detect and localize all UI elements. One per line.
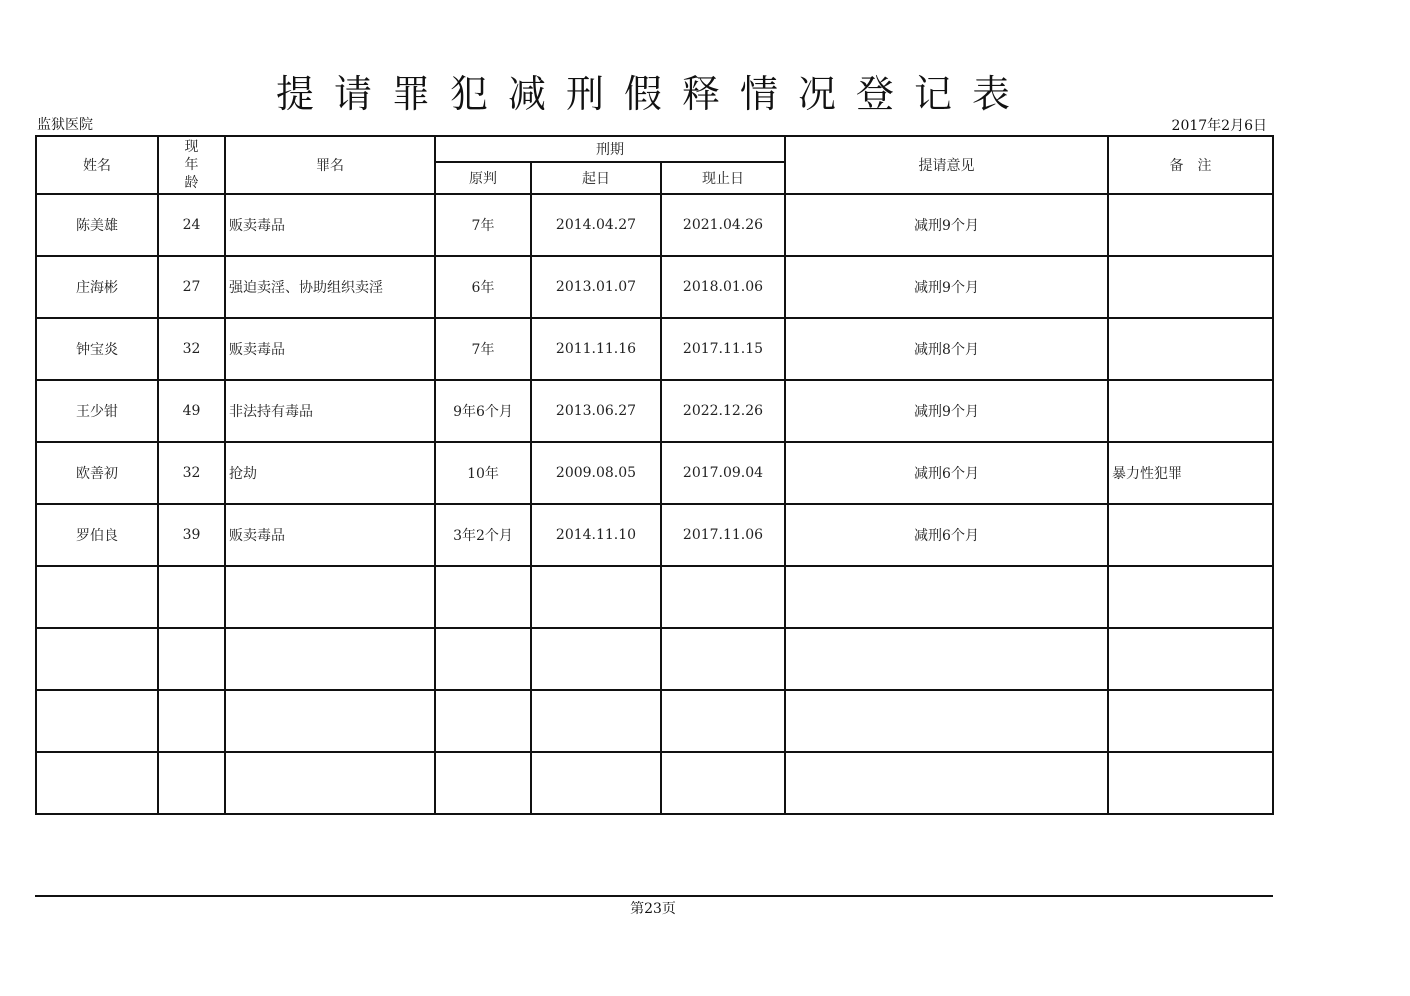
header-name: 姓名 xyxy=(36,136,158,194)
cell-start: 2011.11.16 xyxy=(531,318,661,380)
cell-name xyxy=(36,690,158,752)
cell-opinion: 减刑6个月 xyxy=(785,442,1108,504)
cell-opinion xyxy=(785,752,1108,814)
cell-opinion: 减刑8个月 xyxy=(785,318,1108,380)
cell-remark xyxy=(1108,380,1273,442)
cell-age: 27 xyxy=(158,256,225,318)
header-opinion: 提请意见 xyxy=(785,136,1108,194)
cell-crime: 贩卖毒品 xyxy=(225,318,435,380)
cell-end: 2018.01.06 xyxy=(661,256,785,318)
cell-opinion: 减刑6个月 xyxy=(785,504,1108,566)
cell-remark xyxy=(1108,194,1273,256)
document-date: 2017年2月6日 xyxy=(1171,118,1267,134)
cell-age xyxy=(158,752,225,814)
table-row xyxy=(36,752,1273,814)
cell-name xyxy=(36,752,158,814)
cell-age: 24 xyxy=(158,194,225,256)
cell-crime xyxy=(225,690,435,752)
cell-crime: 贩卖毒品 xyxy=(225,504,435,566)
cell-crime xyxy=(225,566,435,628)
cell-remark xyxy=(1108,690,1273,752)
cell-original: 7年 xyxy=(435,194,531,256)
cell-age: 49 xyxy=(158,380,225,442)
cell-start xyxy=(531,628,661,690)
table-row xyxy=(36,256,1273,318)
table-row xyxy=(36,442,1273,504)
cell-end xyxy=(661,752,785,814)
cell-opinion: 减刑9个月 xyxy=(785,380,1108,442)
header-age-char-3: 龄 xyxy=(184,175,199,191)
cell-start: 2013.06.27 xyxy=(531,380,661,442)
cell-name: 钟宝炎 xyxy=(36,318,158,380)
cell-original xyxy=(435,690,531,752)
cell-original: 7年 xyxy=(435,318,531,380)
table-row xyxy=(36,566,1273,628)
cell-opinion xyxy=(785,690,1108,752)
cell-end: 2017.09.04 xyxy=(661,442,785,504)
cell-start: 2014.11.10 xyxy=(531,504,661,566)
cell-original: 10年 xyxy=(435,442,531,504)
document-title: 提请罪犯减刑假释情况登记表 xyxy=(275,72,1030,116)
table-row xyxy=(36,318,1273,380)
cell-crime xyxy=(225,628,435,690)
register-table xyxy=(35,135,1274,815)
cell-name: 陈美雄 xyxy=(36,194,158,256)
cell-remark xyxy=(1108,628,1273,690)
cell-end: 2022.12.26 xyxy=(661,380,785,442)
cell-crime xyxy=(225,752,435,814)
cell-age: 39 xyxy=(158,504,225,566)
cell-crime: 强迫卖淫、协助组织卖淫 xyxy=(225,256,435,318)
table-row xyxy=(36,690,1273,752)
page-number: 第23页 xyxy=(630,901,676,917)
cell-remark xyxy=(1108,752,1273,814)
header-end: 现止日 xyxy=(661,162,785,194)
cell-original: 9年6个月 xyxy=(435,380,531,442)
footer-rule xyxy=(35,895,1273,897)
cell-name: 欧善初 xyxy=(36,442,158,504)
cell-end xyxy=(661,690,785,752)
cell-start xyxy=(531,690,661,752)
cell-end: 2017.11.06 xyxy=(661,504,785,566)
table-row xyxy=(36,504,1273,566)
cell-name: 王少钳 xyxy=(36,380,158,442)
cell-opinion xyxy=(785,566,1108,628)
cell-crime: 贩卖毒品 xyxy=(225,194,435,256)
cell-age xyxy=(158,628,225,690)
cell-opinion: 减刑9个月 xyxy=(785,256,1108,318)
cell-age xyxy=(158,690,225,752)
cell-start xyxy=(531,752,661,814)
header-original: 原判 xyxy=(435,162,531,194)
cell-end xyxy=(661,566,785,628)
cell-start: 2014.04.27 xyxy=(531,194,661,256)
cell-name: 罗伯良 xyxy=(36,504,158,566)
table-body xyxy=(36,194,1273,814)
header-crime: 罪名 xyxy=(225,136,435,194)
cell-start xyxy=(531,566,661,628)
cell-remark: 暴力性犯罪 xyxy=(1108,442,1273,504)
cell-original xyxy=(435,752,531,814)
cell-crime: 非法持有毒品 xyxy=(225,380,435,442)
cell-name xyxy=(36,566,158,628)
cell-original xyxy=(435,566,531,628)
header-sentence-group: 刑期 xyxy=(435,136,785,162)
cell-original: 6年 xyxy=(435,256,531,318)
header-row-1 xyxy=(36,136,1273,162)
cell-remark xyxy=(1108,256,1273,318)
header-age-char-2: 年 xyxy=(184,157,199,173)
cell-remark xyxy=(1108,504,1273,566)
table-row xyxy=(36,628,1273,690)
cell-opinion xyxy=(785,628,1108,690)
header-age xyxy=(158,136,225,194)
cell-end: 2017.11.15 xyxy=(661,318,785,380)
cell-remark xyxy=(1108,318,1273,380)
cell-start: 2009.08.05 xyxy=(531,442,661,504)
cell-opinion: 减刑9个月 xyxy=(785,194,1108,256)
header-remark: 备 注 xyxy=(1108,136,1273,194)
table-row xyxy=(36,194,1273,256)
cell-name xyxy=(36,628,158,690)
header-start: 起日 xyxy=(531,162,661,194)
organization-label: 监狱医院 xyxy=(37,117,93,133)
cell-age: 32 xyxy=(158,442,225,504)
cell-name: 庄海彬 xyxy=(36,256,158,318)
cell-remark xyxy=(1108,566,1273,628)
cell-start: 2013.01.07 xyxy=(531,256,661,318)
cell-end: 2021.04.26 xyxy=(661,194,785,256)
header-age-char-1: 现 xyxy=(184,139,199,155)
cell-age: 32 xyxy=(158,318,225,380)
cell-age xyxy=(158,566,225,628)
cell-original xyxy=(435,628,531,690)
cell-end xyxy=(661,628,785,690)
cell-crime: 抢劫 xyxy=(225,442,435,504)
cell-original: 3年2个月 xyxy=(435,504,531,566)
table-row xyxy=(36,380,1273,442)
